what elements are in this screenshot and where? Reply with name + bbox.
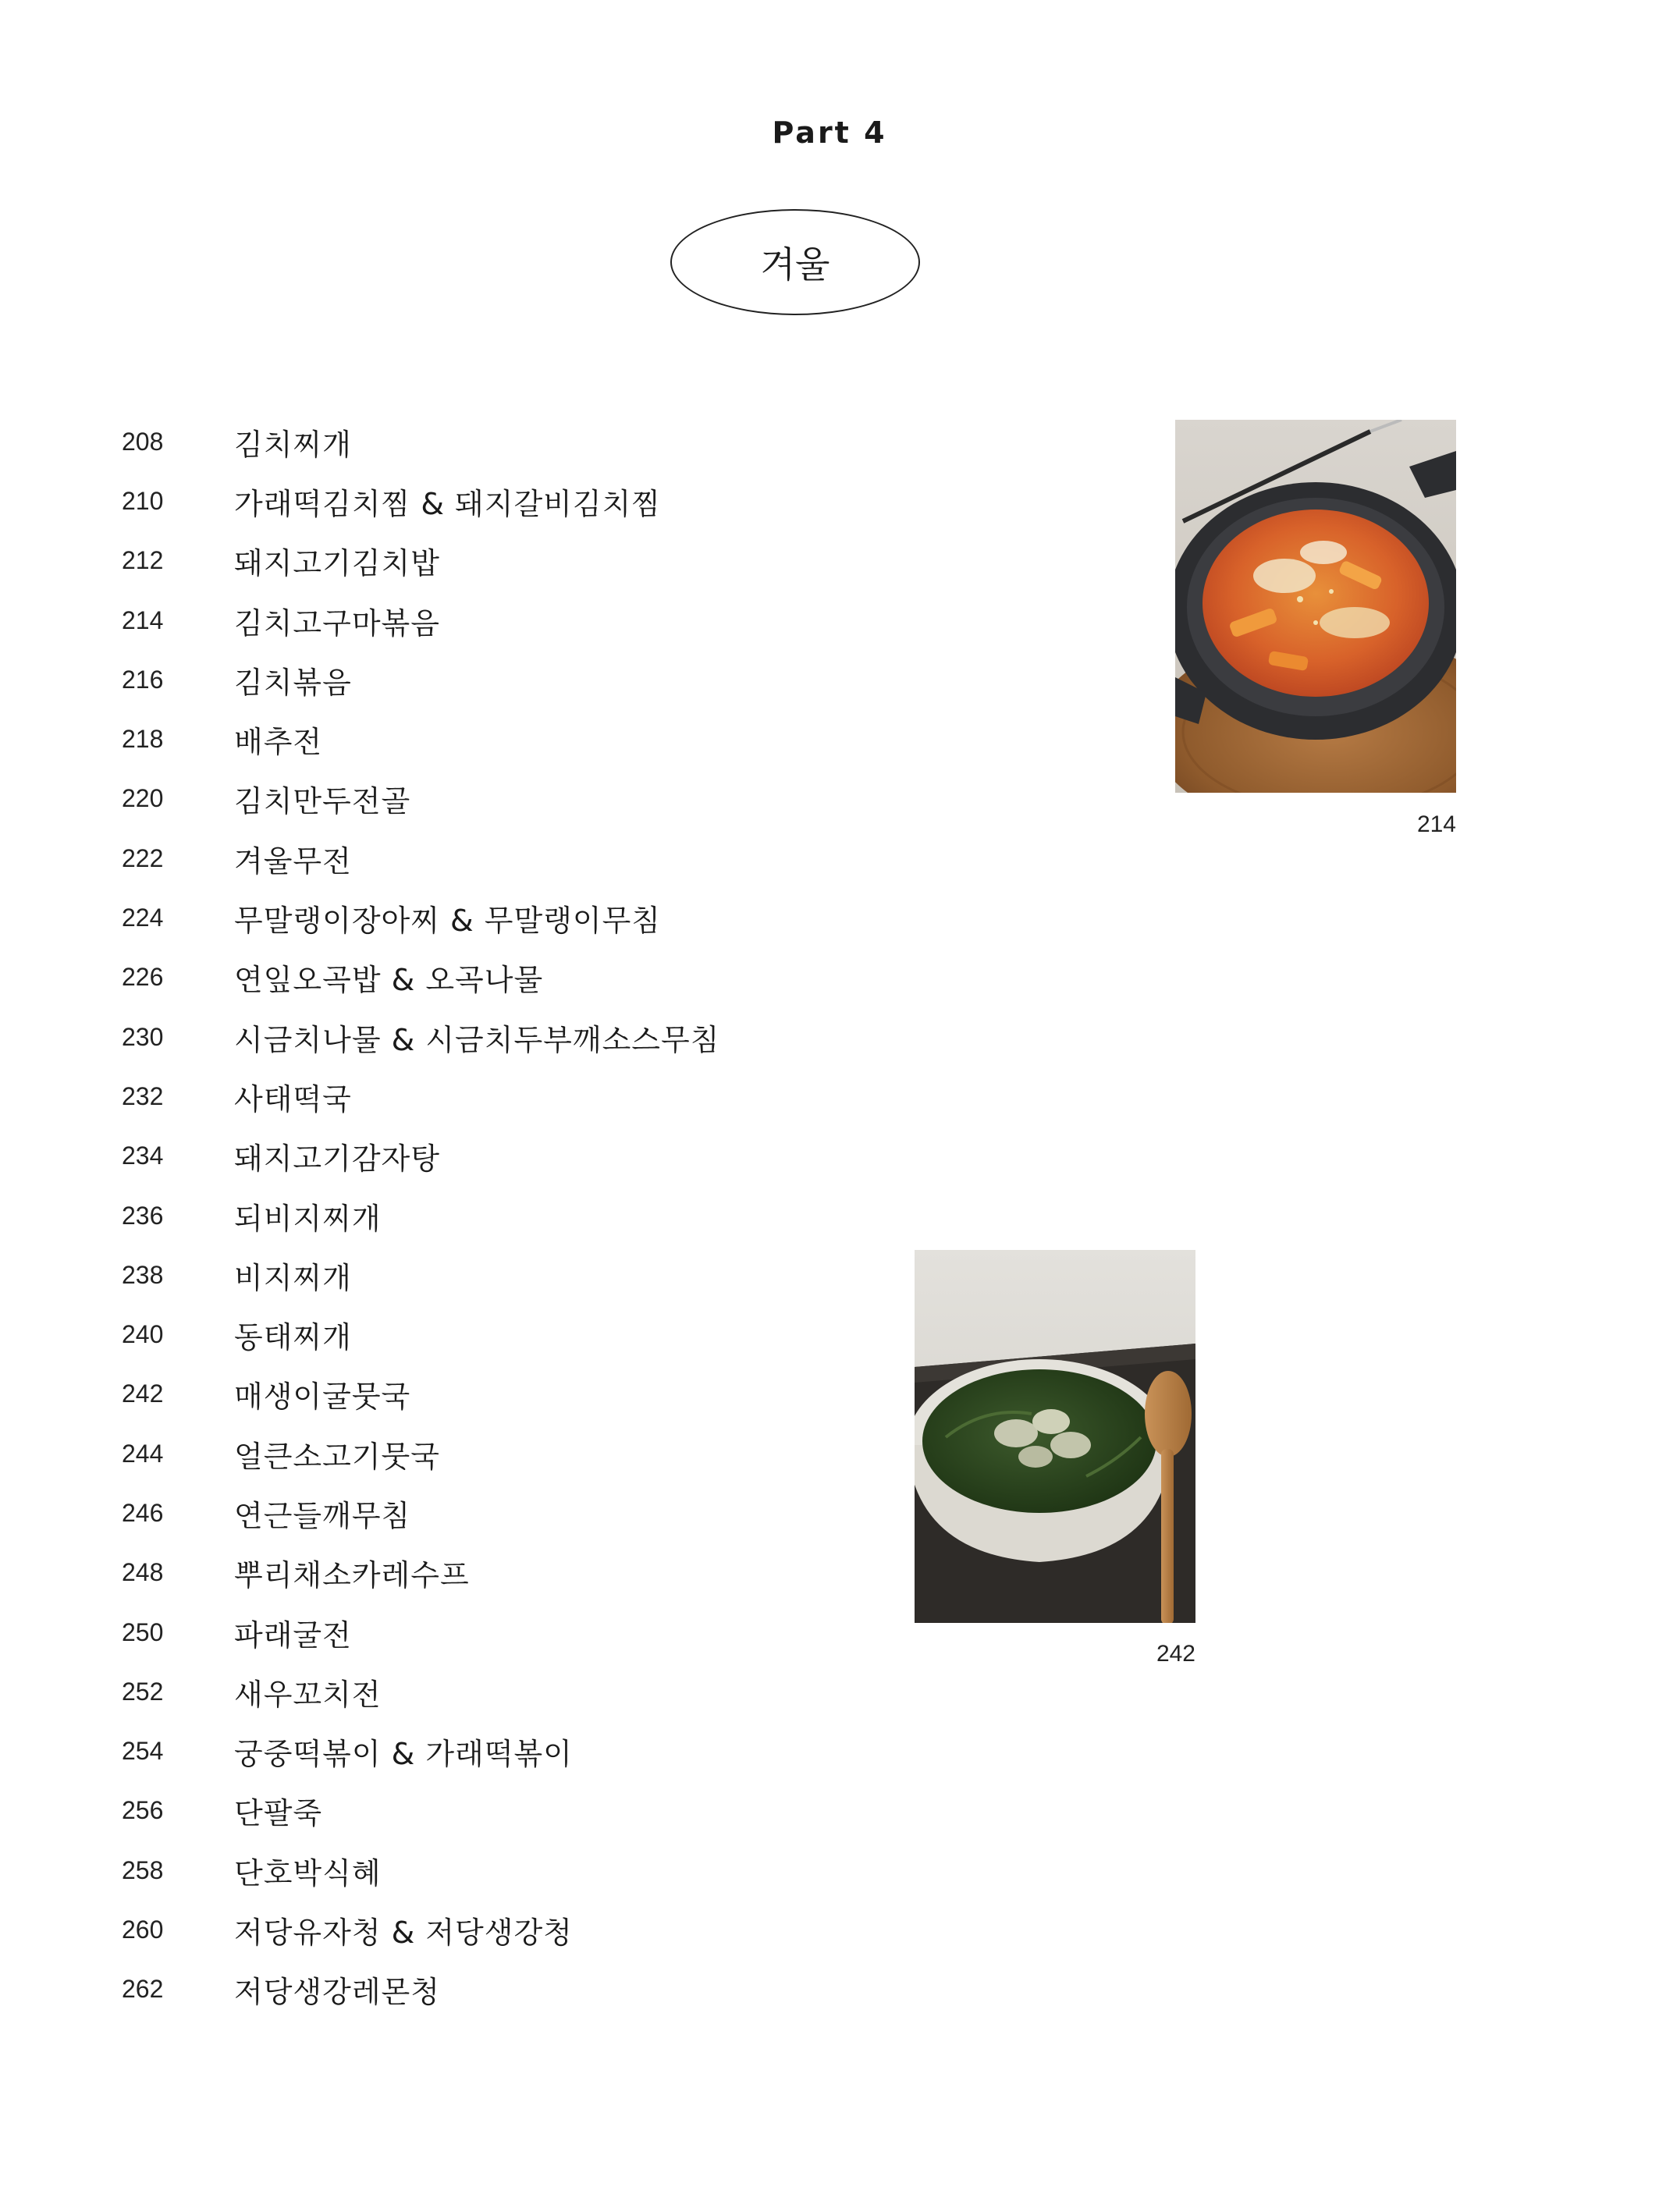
toc-recipe-title: 김치고구마볶음 — [234, 605, 440, 641]
toc-recipe-title: 시금치나물 & 시금치두부깨소스무침 — [234, 1022, 720, 1057]
toc-recipe-title: 돼지고기김치밥 — [234, 546, 440, 581]
toc-page-number: 246 — [122, 1498, 164, 1527]
toc-entry[interactable] — [122, 769, 719, 829]
toc-recipe-title: 돼지고기감자탕 — [234, 1142, 440, 1177]
toc-page-number: 212 — [122, 546, 164, 575]
toc-recipe-title: 궁중떡볶이 & 가래떡볶이 — [234, 1737, 573, 1772]
toc-entry[interactable] — [122, 1543, 719, 1603]
toc-page-number: 208 — [122, 427, 164, 456]
toc-entry[interactable] — [122, 1305, 719, 1364]
toc-page-number: 210 — [122, 486, 164, 515]
toc-entry[interactable] — [122, 591, 719, 650]
toc-page-number: 252 — [122, 1677, 164, 1706]
toc-recipe-title: 동태찌개 — [234, 1320, 352, 1355]
toc-entry[interactable] — [122, 829, 719, 888]
toc-page-number: 256 — [122, 1796, 164, 1825]
kimchi-stir-fry-photo — [1175, 420, 1456, 793]
toc-recipe-title: 되비지찌개 — [234, 1201, 382, 1236]
toc-recipe-title: 김치만두전골 — [234, 784, 411, 819]
toc-recipe-title: 가래떡김치찜 & 돼지갈비김치찜 — [234, 486, 661, 521]
toc-recipe-title: 파래굴전 — [234, 1617, 352, 1653]
part-label: Part 4 — [772, 115, 887, 150]
toc-recipe-title: 김치볶음 — [234, 665, 352, 700]
toc-page-number: 220 — [122, 784, 164, 813]
toc-page-number: 250 — [122, 1617, 164, 1646]
toc-recipe-title: 뿌리채소카레수프 — [234, 1558, 470, 1593]
toc-recipe-title: 사태떡국 — [234, 1081, 352, 1117]
toc-page-number: 254 — [122, 1737, 164, 1766]
toc-entry[interactable] — [122, 1245, 719, 1305]
toc-page-number: 262 — [122, 1975, 164, 2004]
photo-caption: 214 — [1416, 811, 1456, 837]
toc-recipe-title: 비지찌개 — [234, 1260, 352, 1295]
toc-recipe-title: 얼큰소고기뭇국 — [234, 1439, 440, 1474]
toc-page-number: 234 — [122, 1142, 164, 1170]
toc-recipe-title: 겨울무전 — [234, 843, 352, 879]
toc-entry[interactable] — [122, 1841, 719, 1900]
toc-page-number: 216 — [122, 665, 164, 694]
toc-page-number: 240 — [122, 1320, 164, 1349]
toc-entry[interactable] — [122, 1067, 719, 1126]
toc-page-number: 260 — [122, 1916, 164, 1944]
toc-page-number: 236 — [122, 1201, 164, 1230]
toc-entry[interactable] — [122, 471, 719, 531]
toc-page-number: 214 — [122, 605, 164, 634]
toc-entry[interactable] — [122, 1483, 719, 1543]
season-title: 겨울 — [760, 243, 830, 286]
toc-entry[interactable] — [122, 1424, 719, 1483]
toc-page-number: 224 — [122, 904, 164, 932]
toc-entry[interactable] — [122, 1186, 719, 1245]
seaweed-oyster-soup-photo — [915, 1250, 1195, 1623]
toc-entry[interactable] — [122, 1781, 719, 1841]
toc-page-number: 238 — [122, 1260, 164, 1289]
toc-entry[interactable] — [122, 412, 719, 471]
toc-page-number: 242 — [122, 1379, 164, 1408]
toc-entry[interactable] — [122, 1900, 719, 1959]
toc-entry[interactable] — [122, 1662, 719, 1721]
toc-page-number: 226 — [122, 963, 164, 992]
toc-page-number: 258 — [122, 1855, 164, 1884]
toc-recipe-title: 연근들깨무침 — [234, 1498, 411, 1533]
season-title-oval — [670, 209, 920, 315]
toc-entry[interactable] — [122, 948, 719, 1007]
toc-page-number: 244 — [122, 1439, 164, 1468]
toc-entry[interactable] — [122, 1127, 719, 1186]
toc-entry[interactable] — [122, 1365, 719, 1424]
toc-page-number: 230 — [122, 1022, 164, 1051]
toc-recipe-title: 저당생강레몬청 — [234, 1975, 440, 2010]
toc-recipe-title: 김치찌개 — [234, 427, 352, 462]
toc-entry[interactable] — [122, 1722, 719, 1781]
toc-entry[interactable] — [122, 1603, 719, 1662]
toc-recipe-title: 저당유자청 & 저당생강청 — [234, 1916, 573, 1951]
toc-entry[interactable] — [122, 1007, 719, 1067]
toc-entry[interactable] — [122, 888, 719, 947]
toc-recipe-title: 매생이굴뭇국 — [234, 1379, 411, 1415]
photo-caption: 242 — [1156, 1641, 1195, 1667]
toc-entry[interactable] — [122, 531, 719, 591]
toc-entry[interactable] — [122, 709, 719, 769]
toc-recipe-title: 새우꼬치전 — [234, 1677, 382, 1712]
toc-entry[interactable] — [122, 1960, 719, 2019]
toc-recipe-title: 단호박식혜 — [234, 1855, 382, 1891]
toc-recipe-title: 연잎오곡밥 & 오곡나물 — [234, 963, 544, 998]
toc-recipe-title: 배추전 — [234, 725, 323, 760]
toc-page-number: 232 — [122, 1081, 164, 1110]
toc-recipe-title: 무말랭이장아찌 & 무말랭이무침 — [234, 904, 661, 939]
toc-recipe-title: 단팔죽 — [234, 1796, 323, 1831]
toc-page-number: 218 — [122, 725, 164, 754]
toc-page-number: 248 — [122, 1558, 164, 1587]
table-of-contents — [122, 412, 719, 2019]
toc-page-number: 222 — [122, 843, 164, 872]
toc-entry[interactable] — [122, 650, 719, 709]
